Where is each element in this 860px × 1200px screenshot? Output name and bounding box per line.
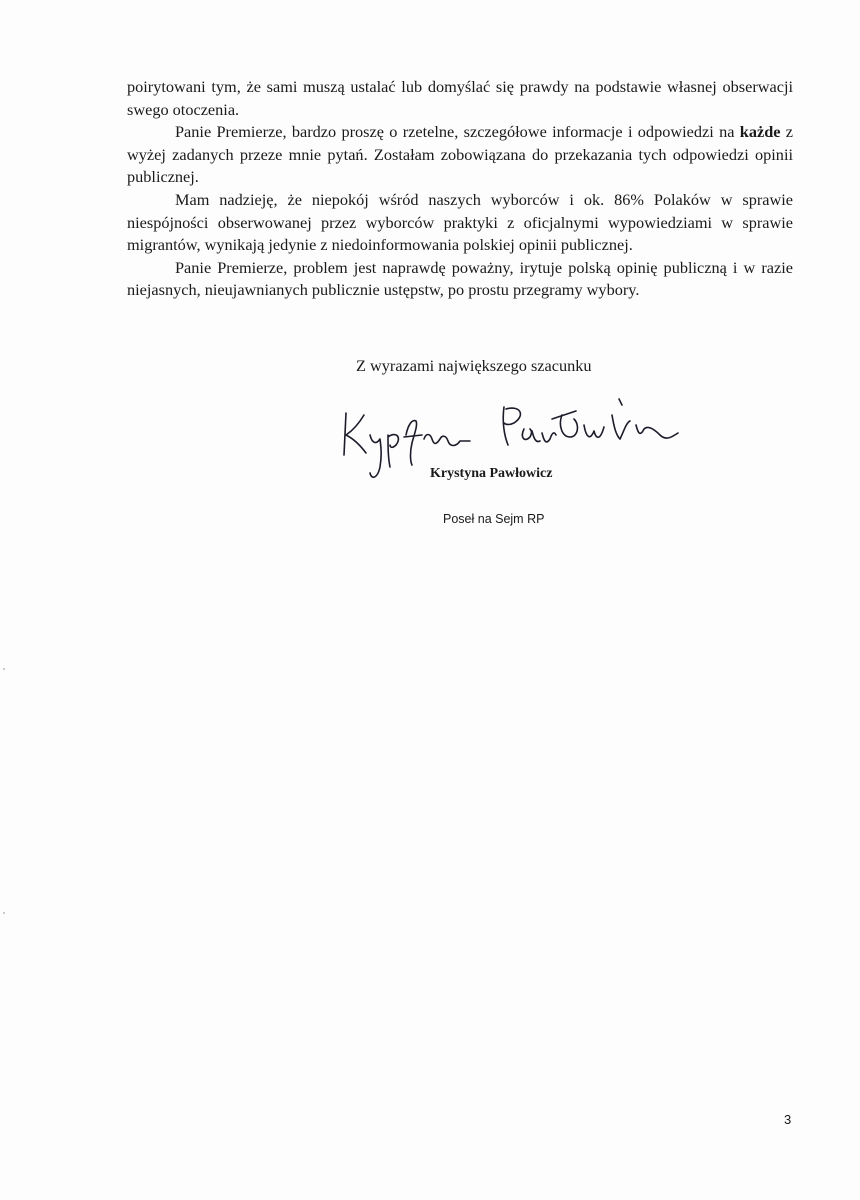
letter-paragraph — [127, 76, 793, 121]
letter-paragraph — [127, 257, 793, 302]
signer-name: Krystyna Pawłowicz — [430, 466, 553, 481]
page-number: 3 — [784, 1112, 792, 1127]
letter-paragraph — [127, 121, 793, 189]
scan-speck — [3, 668, 5, 670]
paragraph-text: poirytowani tym, że sami muszą ustalać lub domyślać się prawdy na podstawie własnej obserwacji swego otoczenia. — [127, 77, 793, 119]
signer-title: Poseł na Sejm RP — [443, 512, 545, 526]
paragraph-text: Panie Premierze, bardzo proszę o rzetelne, szczegółowe informacje i odpowiedzi na — [175, 122, 740, 142]
letter-paragraph — [127, 189, 793, 257]
closing-phrase: Z wyrazami największego szacunku — [356, 356, 592, 375]
emphasized-text: każde — [739, 122, 781, 142]
letter-body — [127, 76, 793, 302]
scan-speck — [3, 912, 5, 914]
paragraph-text: z wyżej zadanych przeze mnie pytań. Zostałam zobowiązana do przekazania tych odpowiedzi opinii publicznej. — [127, 122, 794, 187]
paragraph-text: Mam nadzieję, że niepokój wśród naszych wyborców i ok. 86% Polaków w sprawie niespójności obserwowanej przez wyborców praktyki z oficjalnymi wypowiedziami w sprawie migrantów, wynikają jedynie z niedoinformowania polskiej opinii publicznej. — [127, 189, 793, 255]
paragraph-text: Panie Premierze, problem jest naprawdę poważny, irytuje polską opinię publiczną i w razie niejasnych, nieujawnianych publicznie ustępstw, po prostu przegramy wybory. — [127, 257, 793, 300]
